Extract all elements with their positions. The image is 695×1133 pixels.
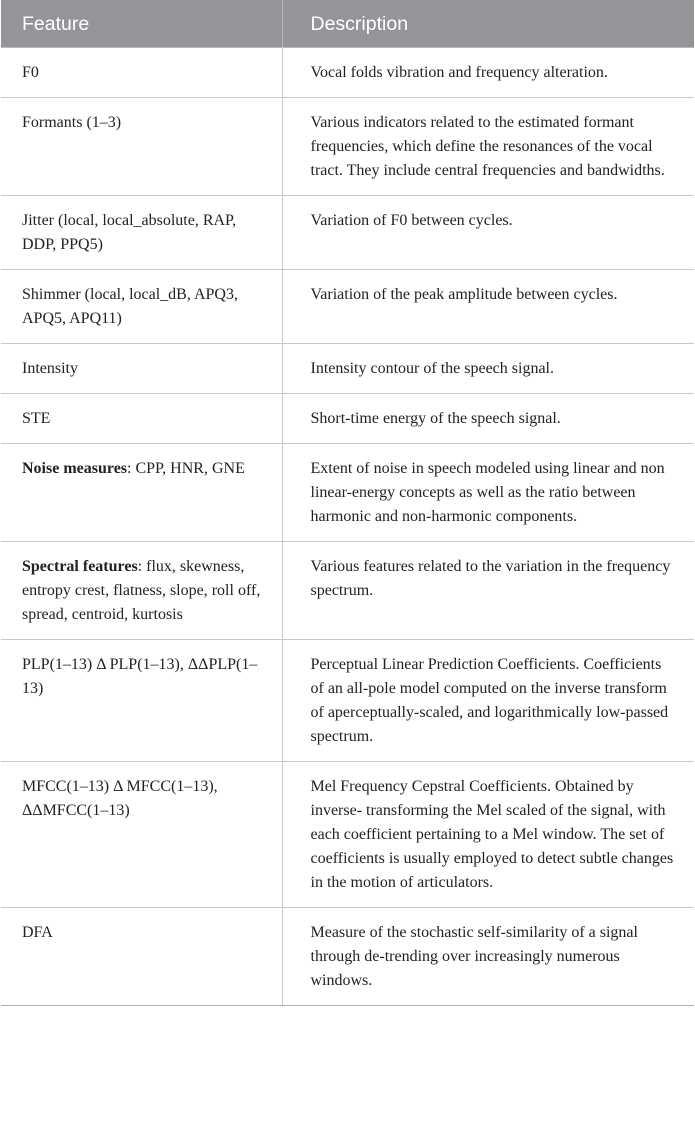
table-row — [1, 344, 694, 394]
description-cell: Perceptual Linear Prediction Coefficients. Coefficients of an all-pole model computed on the inverse transform of aperceptually-scaled, and logarithmically low-passed spectrum. — [282, 640, 694, 762]
feature-cell: Intensity — [1, 344, 282, 394]
table-row — [1, 762, 694, 908]
table-row — [1, 394, 694, 444]
feature-cell: DFA — [1, 908, 282, 1006]
table-row — [1, 98, 694, 196]
table-row — [1, 640, 694, 762]
feature-cell: Formants (1–3) — [1, 98, 282, 196]
header-description: Description — [282, 0, 694, 48]
description-cell: Various features related to the variation in the frequency spectrum. — [282, 542, 694, 640]
description-cell: Intensity contour of the speech signal. — [282, 344, 694, 394]
feature-cell: MFCC(1–13) Δ MFCC(1–13), ΔΔMFCC(1–13) — [1, 762, 282, 908]
feature-bold-label: Spectral features — [22, 558, 138, 575]
description-cell: Variation of the peak amplitude between cycles. — [282, 270, 694, 344]
feature-cell — [1, 542, 282, 640]
feature-cell: Jitter (local, local_absolute, RAP, DDP, PPQ5) — [1, 196, 282, 270]
table-row — [1, 48, 694, 98]
features-table-container — [1, 0, 694, 1006]
feature-cell: Shimmer (local, local_dB, APQ3, APQ5, APQ11) — [1, 270, 282, 344]
feature-cell — [1, 444, 282, 542]
description-cell: Various indicators related to the estimated formant frequencies, which define the resonances of the vocal tract. They include central frequencies and bandwidths. — [282, 98, 694, 196]
table-header — [1, 0, 694, 48]
description-cell: Measure of the stochastic self-similarity of a signal through de-trending over increasingly numerous windows. — [282, 908, 694, 1006]
feature-rest-label: : CPP, HNR, GNE — [127, 460, 245, 477]
feature-bold-label: Noise measures — [22, 460, 128, 477]
description-cell: Short-time energy of the speech signal. — [282, 394, 694, 444]
feature-cell: F0 — [1, 48, 282, 98]
header-row — [1, 0, 694, 48]
table-row — [1, 270, 694, 344]
feature-cell: PLP(1–13) Δ PLP(1–13), ΔΔPLP(1–13) — [1, 640, 282, 762]
feature-cell: STE — [1, 394, 282, 444]
table-row — [1, 542, 694, 640]
table-body — [1, 48, 694, 1006]
feature-rest-label: : flux, skewness, entropy crest, flatness, slope, roll off, spread, centroid, kurtosis — [22, 558, 261, 623]
description-cell: Mel Frequency Cepstral Coefficients. Obtained by inverse- transforming the Mel scaled of the signal, with each coefficient pertaining to a Mel window. The set of coefficients is usually employed to detect subtle changes in the motion of articulators. — [282, 762, 694, 908]
table-row — [1, 196, 694, 270]
features-table — [1, 0, 694, 1006]
description-cell: Vocal folds vibration and frequency alteration. — [282, 48, 694, 98]
table-row — [1, 444, 694, 542]
description-cell: Extent of noise in speech modeled using linear and non linear-energy concepts as well as the ratio between harmonic and non-harmonic components. — [282, 444, 694, 542]
header-feature: Feature — [1, 0, 282, 48]
table-row — [1, 908, 694, 1006]
description-cell: Variation of F0 between cycles. — [282, 196, 694, 270]
